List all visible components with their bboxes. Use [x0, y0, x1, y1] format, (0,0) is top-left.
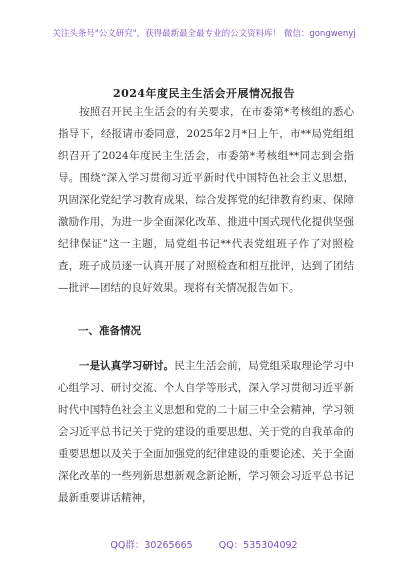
header-promo-note: 关注头条号"公文研究"，获得最新最全最专业的公文资料库！ 微信：gongwenyj	[52, 29, 356, 39]
footer-contact-note	[0, 537, 408, 551]
section-heading-preparation: 一、准备情况	[78, 325, 141, 337]
footer-qq: QQ：535304092	[218, 540, 298, 551]
study-paragraph-lead: 一是认真学习研讨。	[79, 360, 175, 372]
document-title: 2024年度民主生活会开展情况报告	[112, 87, 296, 100]
intro-paragraph: 按照召开民主生活会的有关要求，在市委第*考核组的悉心指导下，经报请市委同意，2025年2月*日上午，市**局党组组织召开了2024年度民主生活会，市委第*考核组**同志到会指导。围绕“深入学习贯彻习近平新时代中国特色社会主义思想，巩固深化党纪学习教育成果，综合发挥党的纪律教育约束、保障激励作用，为进一步全面深化改革、推进中国式现代化提供坚强纪律保证”这一主题，局党组书记**代表党组班子作了对照检查，班子成员逐一认真开展了对照检查和相互批评，达到了团结—批评—团结的良好效果。现将有关情况报告如下。	[58, 106, 354, 294]
footer-qq-group: QQ群：30265665	[110, 540, 193, 551]
study-paragraph-text: 民主生活会前，局党组采取理论学习中心组学习、研讨交流、个人自学等形式，深入学习贯彻习近平新时代中国特色社会主义思想和党的二十届三中全会精神，学习领会习近平总书记关于党的建设的重要思想、关于党的自我革命的重要思想以及关于全面加强党的纪律建设的重要论述、关于全面深化改革的一些列新思想新观念新论断，学习领会习近平总书记最新重要讲话精神，	[58, 360, 355, 504]
study-paragraph	[58, 355, 354, 509]
